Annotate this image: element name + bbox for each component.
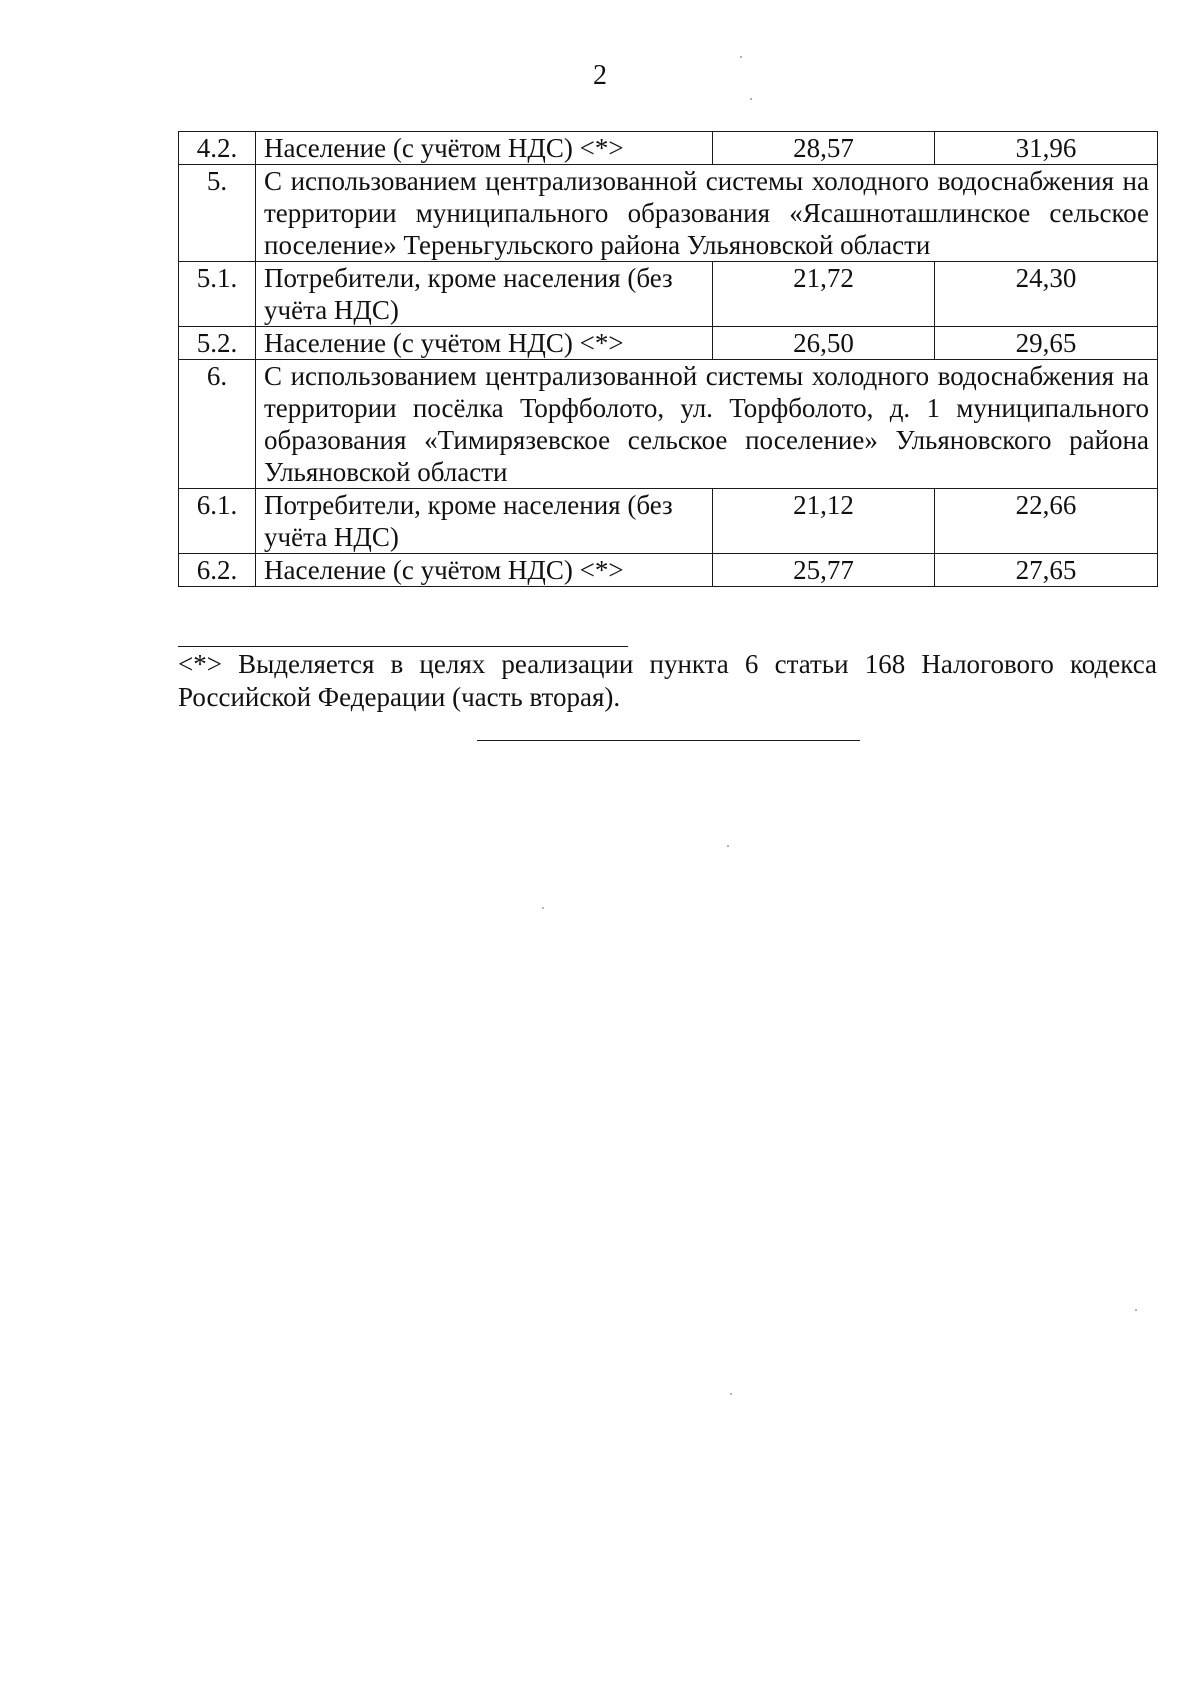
row-tariff-value-2: 24,30 [935,262,1158,327]
row-tariff-value-1: 21,72 [713,262,935,327]
scan-speck [542,907,544,909]
scan-speck [730,1393,732,1395]
section-number: 5. [179,165,256,262]
row-tariff-value-1: 25,77 [713,554,935,587]
row-number: 6.2. [179,554,256,587]
scan-speck [727,845,729,847]
row-tariff-value-2: 31,96 [935,132,1158,165]
table-section-row [179,360,1158,489]
table-section-row [179,165,1158,262]
row-number: 5.1. [179,262,256,327]
row-tariff-value-1: 21,12 [713,489,935,554]
footnote-divider [178,646,628,647]
row-consumer-name: Население (с учётом НДС) <*> [256,132,713,165]
row-consumer-name: Потребители, кроме населения (без учёта НДС) [256,262,713,327]
table-row [179,262,1158,327]
row-consumer-name: Население (с учётом НДС) <*> [256,554,713,587]
table-row [179,554,1158,587]
end-of-document-line [477,740,860,741]
row-tariff-value-2: 22,66 [935,489,1158,554]
row-number: 4.2. [179,132,256,165]
table-row [179,327,1158,360]
scan-speck [740,56,742,58]
section-heading: С использованием централизованной системы холодного водоснабжения на территории муниципального образования «Ясашноташлинское сельское поселение» Тереньгульского района Ульяновской области [256,165,1158,262]
section-heading: С использованием централизованной системы холодного водоснабжения на территории посёлка Торфболото, ул. Торфболото, д. 1 муниципального образования «Тимирязевское сельское поселение» Ульяновского района Ульяновской области [256,360,1158,489]
tariff-table [178,131,1158,587]
row-consumer-name: Население (с учётом НДС) <*> [256,327,713,360]
row-tariff-value-2: 29,65 [935,327,1158,360]
section-number: 6. [179,360,256,489]
table-row [179,489,1158,554]
row-number: 6.1. [179,489,256,554]
row-tariff-value-1: 26,50 [713,327,935,360]
row-consumer-name: Потребители, кроме населения (без учёта НДС) [256,489,713,554]
footnote-text: <*> Выделяется в целях реализации пункта 6 статьи 168 Налогового кодекса Российской Федерации (часть вторая). [178,649,1157,712]
row-number: 5.2. [179,327,256,360]
page-number: 2 [593,60,607,91]
table-row [179,132,1158,165]
row-tariff-value-2: 27,65 [935,554,1158,587]
row-tariff-value-1: 28,57 [713,132,935,165]
scan-speck [750,98,752,100]
scan-speck [1135,1309,1137,1311]
